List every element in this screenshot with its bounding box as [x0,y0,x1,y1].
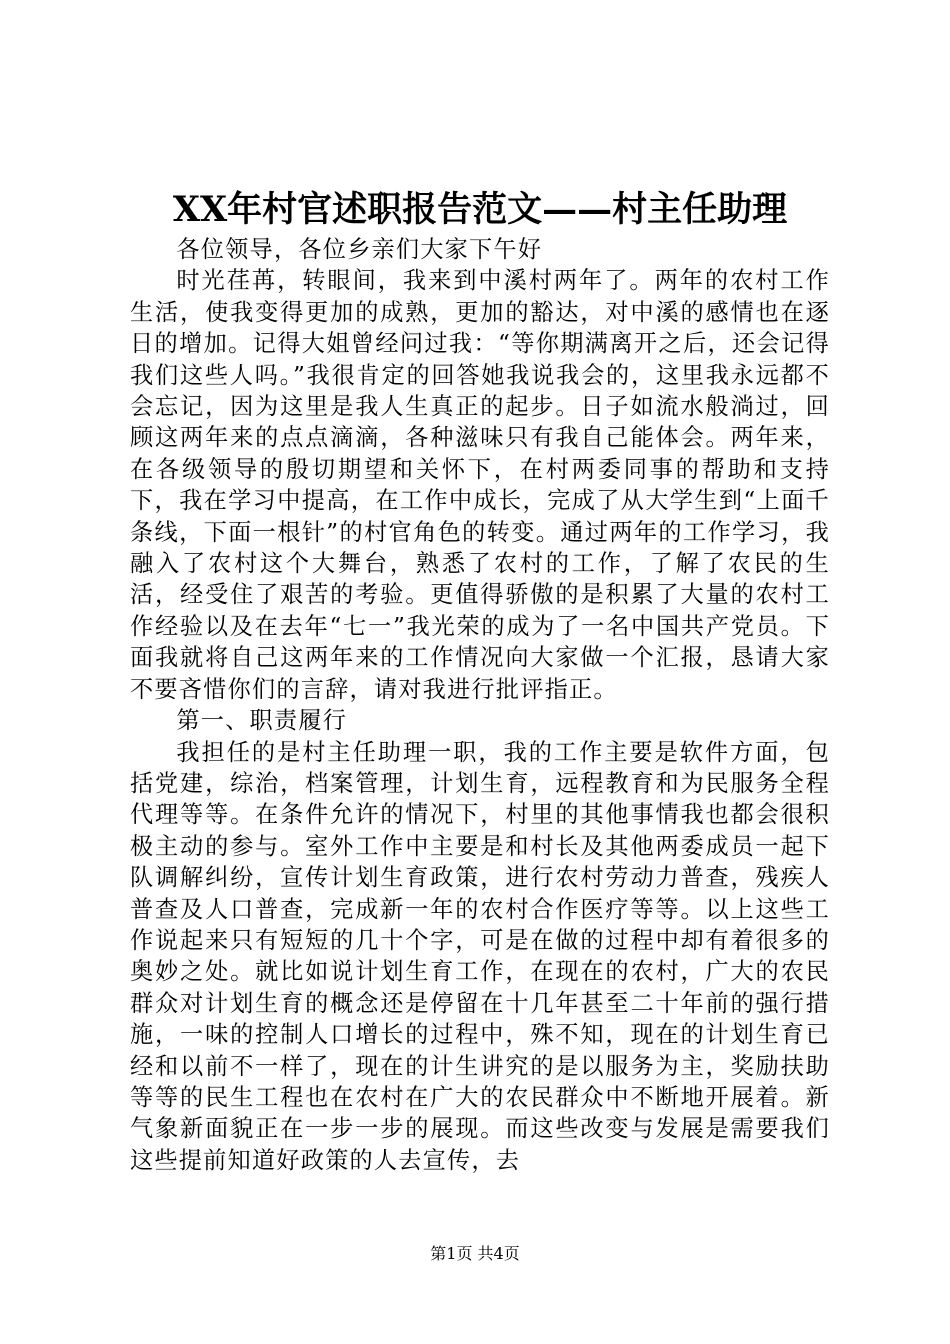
duties-paragraph: 我担任的是村主任助理一职，我的工作主要是软件方面，包括党建，综治，档案管理，计划生育，远程教育和为民服务全程代理等等。在条件允许的情况下，村里的其他事情我也都会很积极主动的参与。室外工作中主要是和村长及其他两委成员一起下队调解纠纷，宣传计划生育政策，进行农村劳动力普查，残疾人普查及人口普查，完成新一年的农村合作医疗等等。以上这些工作说起来只有短短的几十个字，可是在做的过程中却有着很多的奥妙之处。就比如说计划生育工作，在现在的农村，广大的农民群众对计划生育的概念还是停留在十几年甚至二十年前的强行措施，一味的控制人口增长的过程中，殊不知，现在的计划生育已经和以前不一样了，现在的计生讲究的是以服务为主，奖励扶助等等的民生工程也在农村在广大的农民群众中不断地开展着。新气象新面貌正在一步一步的展现。而这些改变与发展是需要我们这些提前知道好政策的人去宣传，去 [130,738,830,1174]
greeting-paragraph: 各位领导，各位乡亲们大家下午好 [176,236,543,263]
document-body [130,234,830,1176]
intro-paragraph: 时光荏苒，转眼间，我来到中溪村两年了。两年的农村工作生活，使我变得更加的成熟，更加的豁达，对中溪的感情也在逐日的增加。记得大姐曾经问过我：“等你期满离开之后，还会记得我们这些人吗。”我很肯定的回答她我说我会的，这里我永远都不会忘记，因为这里是我人生真正的起步。日子如流水般淌过，回顾这两年来的点点滴滴，各种滋味只有我自己能体会。两年来，在各级领导的殷切期望和关怀下，在村两委同事的帮助和支持下，我在学习中提高，在工作中成长，完成了从大学生到“上面千条线，下面一根针”的村官角色的转变。通过两年的工作学习，我融入了农村这个大舞台，熟悉了农村的工作，了解了农民的生活，经受住了艰苦的考验。更值得骄傲的是积累了大量的农村工作经验以及在去年“七一”我光荣的成为了一名中国共产党员。下面我就将自己这两年来的工作情况向大家做一个汇报，恳请大家不要吝惜你们的言辞，请对我进行批评指正。 [130,267,830,703]
document-title: XX年村官述职报告范文——村主任助理 [172,189,788,230]
section-heading: 第一、职责履行 [176,707,348,735]
page-footer: 第1页 共4页 [430,1244,520,1263]
